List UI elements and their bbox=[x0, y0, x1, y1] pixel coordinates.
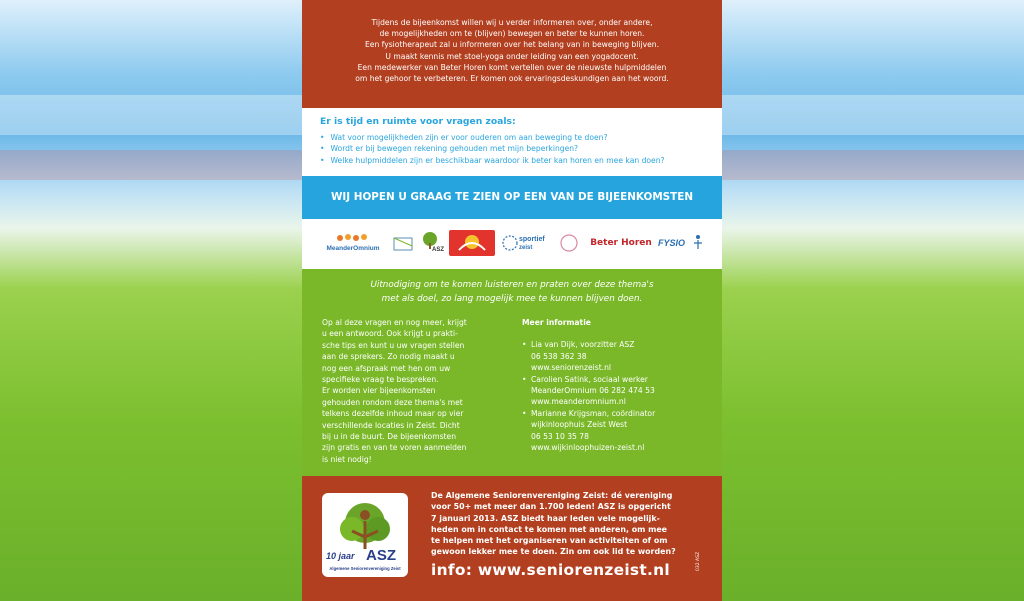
description-line: sche tips en kunt u uw vragen stellen bbox=[322, 340, 465, 350]
more-info-title: Meer informatie bbox=[522, 318, 591, 327]
intro-line: U maakt kennis met stoel-yoga onder leiding van een yogadocent. bbox=[385, 51, 639, 61]
contact-website: www.meanderomnium.nl bbox=[531, 397, 626, 407]
meanderomnium-icon bbox=[322, 232, 384, 254]
contact-line: • Lia van Dijk, voorzitter ASZ bbox=[531, 340, 635, 350]
description-line: u een antwoord. Ook krijgt u prakti- bbox=[322, 329, 458, 339]
meanderomnium-logo bbox=[322, 232, 384, 254]
description-line: Op al deze vragen en nog meer, krijgt bbox=[322, 318, 467, 327]
asz-logo bbox=[322, 493, 408, 577]
description-line: aan de sprekers. Zo nodig maakt u bbox=[322, 352, 455, 362]
welzijn-logo bbox=[449, 232, 495, 254]
contact-website: www.wijkinloophuizen-zeist.nl bbox=[531, 443, 645, 453]
partner-logo-grey bbox=[392, 232, 414, 254]
contact-line: • Carolien Satink, sociaal werker bbox=[531, 374, 648, 384]
sportief-label: sportief bbox=[519, 236, 545, 243]
questions-title: Er is tijd en ruimte voor vragen zoals: bbox=[320, 116, 516, 127]
contact-phone: MeanderOmnium 06 282 474 53 bbox=[531, 386, 655, 396]
info-section bbox=[302, 269, 722, 476]
questions-section bbox=[302, 108, 722, 176]
asz-description-line: 7 januari 2013. ASZ biedt haar leden vele mogelijk- bbox=[431, 513, 660, 523]
description-line: is niet nodig! bbox=[322, 454, 372, 464]
description-line: zijn gratis en van te voren aanmelden bbox=[322, 443, 467, 453]
asz-logo-name: ASZ bbox=[366, 547, 396, 564]
invitation-line: met als doel, zo lang mogelijk mee te kunnen blijven doen. bbox=[381, 294, 643, 304]
intro-text bbox=[302, 0, 722, 84]
contact-website: www.seniorenzeist.nl bbox=[531, 363, 612, 373]
circle-icon bbox=[558, 232, 580, 254]
description-line: bij u in de buurt. De bijeenkomsten bbox=[322, 432, 457, 442]
description-line: gehouden rondom deze thema's met bbox=[322, 397, 463, 407]
contact-item bbox=[522, 339, 712, 373]
asz-description-line: gewoon lekker mee te doen. Zin om ook lid te worden? bbox=[431, 547, 676, 557]
contact-column bbox=[522, 317, 712, 453]
contact-item bbox=[522, 408, 712, 454]
asz-small-logo bbox=[418, 232, 446, 254]
questions-list bbox=[320, 132, 665, 166]
contact-phone: 06 538 362 38 bbox=[531, 351, 587, 361]
building-icon bbox=[392, 232, 414, 254]
asz-logo-subtitle: Algemene Seniorenvereniging Zeist bbox=[329, 566, 401, 571]
asz-description bbox=[431, 490, 690, 558]
flyer bbox=[302, 0, 722, 601]
question-item: • Wordt er bij bewegen rekening gehouden met mijn beperkingen? bbox=[320, 143, 665, 154]
people-icon bbox=[449, 230, 495, 256]
description-line: Er worden vier bijeenkomsten bbox=[322, 386, 436, 396]
question-item: • Wat voor mogelijkheden zijn er voor ouderen om aan beweging te doen? bbox=[320, 132, 665, 143]
intro-section bbox=[302, 0, 722, 108]
intro-line: Een fysiotherapeut zal u informeren over het belang van in beweging blijven. bbox=[364, 40, 660, 50]
contact-line: wijkinloophuis Zeist West bbox=[531, 420, 628, 430]
intro-line: om het gehoor te verbeteren. Er komen ook ervaringsdeskundigen aan het woord. bbox=[355, 74, 669, 84]
svg-text:ASZ: ASZ bbox=[432, 247, 444, 253]
intro-line: de mogelijkheden om te (blijven) bewegen en beter te kunnen horen. bbox=[379, 29, 645, 39]
description-column bbox=[322, 317, 504, 465]
asz-description-line: te helpen met het organiseren van activiteiten of om bbox=[431, 536, 668, 546]
invitation-line: Uitnodiging om te komen luisteren en praten over deze thema's bbox=[370, 280, 654, 290]
info-website: info: www.seniorenzeist.nl bbox=[431, 561, 670, 579]
asz-description-line: voor 50+ met meer dan 1.700 leden! ASZ is opgericht bbox=[431, 502, 671, 512]
partner-logo-pink bbox=[558, 232, 580, 254]
description-line: specifieke vraag te bespreken. bbox=[322, 375, 439, 385]
sportief-zeist-logo bbox=[502, 232, 550, 254]
event-banner: WIJ HOPEN U GRAAG TE ZIEN OP EEN VAN DE BIJEENKOMSTEN bbox=[302, 176, 722, 219]
asz-description-line: heden om in contact te komen met anderen, om mee bbox=[431, 524, 668, 534]
question-item: • Welke hulpmiddelen zijn er beschikbaar waardoor ik beter kan horen en mee kan doen? bbox=[320, 155, 665, 166]
intro-line: Tijdens de bijeenkomst willen wij u verder informeren over, onder andere, bbox=[371, 18, 653, 27]
fysio-label: FYSIO bbox=[658, 238, 686, 248]
beter-horen-logo: Beter Horen bbox=[590, 238, 652, 248]
fysio-logo bbox=[656, 232, 704, 254]
sportief-icon bbox=[502, 232, 550, 254]
contact-list bbox=[522, 339, 712, 453]
asz-tree-icon bbox=[322, 493, 408, 577]
asz-logo-jaar: 10 jaar bbox=[326, 551, 355, 561]
partner-logos bbox=[302, 219, 722, 269]
description-line: telkens dezelfde inhoud maar op vier bbox=[322, 409, 464, 419]
description-line: verschillende locaties in Zeist. Dicht bbox=[322, 420, 460, 430]
asz-description-line: De Algemene Seniorenvereniging Zeist: dé vereniging bbox=[431, 491, 673, 500]
contact-phone: 06 53 10 35 78 bbox=[531, 431, 589, 441]
contact-item bbox=[522, 374, 712, 408]
sportief-sub-label: zeist bbox=[519, 245, 533, 251]
credit-text: 032 ASZ bbox=[696, 551, 701, 571]
fysio-icon bbox=[656, 232, 704, 254]
invitation-text bbox=[302, 278, 722, 306]
asz-section bbox=[302, 476, 722, 601]
contact-line: • Marianne Krijgsman, coördinator bbox=[531, 408, 656, 418]
description-line: nog een afspraak met hen om uw bbox=[322, 363, 451, 373]
meanderomnium-label: MeanderOmnium bbox=[326, 245, 380, 252]
tree-icon bbox=[418, 231, 446, 255]
intro-line: Een medewerker van Beter Horen komt vertellen over de nieuwste hulpmiddelen bbox=[357, 62, 667, 72]
